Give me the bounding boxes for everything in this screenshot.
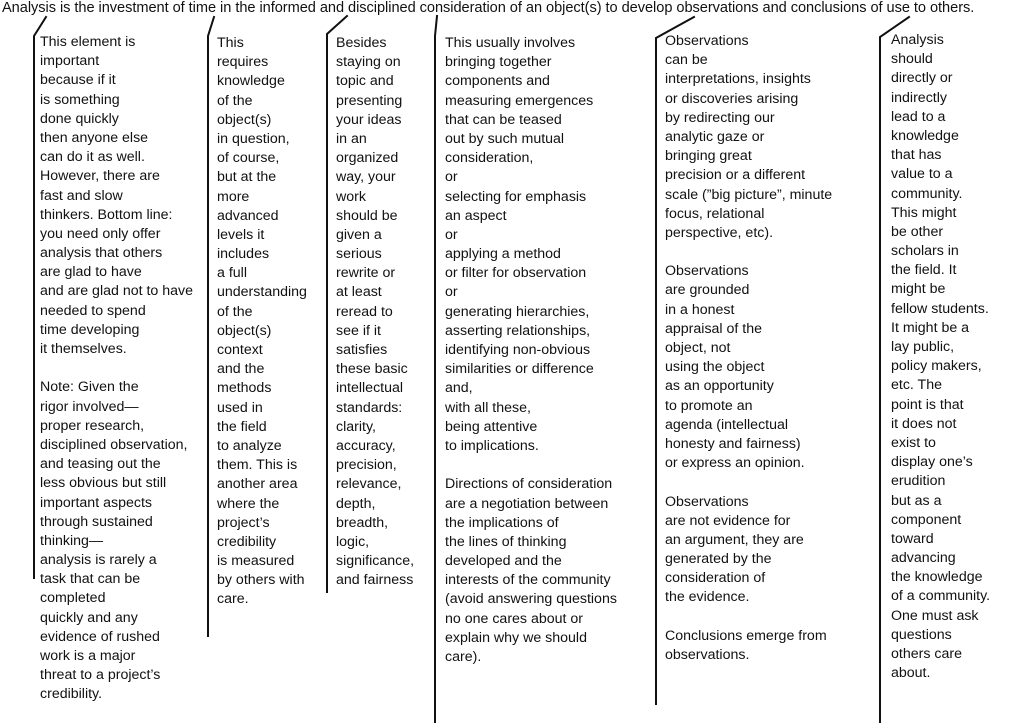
text-line: intellectual <box>336 380 404 397</box>
text-line: Observations <box>665 33 749 49</box>
text-line: used in <box>217 399 263 416</box>
text-line: honesty and fairness) <box>665 435 801 452</box>
text-line: components and <box>445 73 550 90</box>
column-observations-conclusions <box>665 32 832 665</box>
text-line: context <box>217 342 263 358</box>
text-line: relevance, <box>336 476 402 493</box>
text-line: to promote an <box>665 397 753 414</box>
text-line: time developing <box>40 321 140 338</box>
text-line: or express an opinion. <box>665 455 805 472</box>
text-line: or <box>445 284 458 301</box>
text-line: Directions of consideration <box>445 476 613 493</box>
text-line: standards: <box>336 399 403 416</box>
text-line: to analyze <box>217 437 282 454</box>
text-line: being attentive <box>445 418 538 435</box>
text-line: task that can be <box>40 571 141 588</box>
text-line: point is that <box>891 396 964 413</box>
text-line: can be <box>665 52 708 69</box>
text-line: object(s) <box>217 111 272 128</box>
text-line: This element is <box>40 34 136 50</box>
text-line: object(s) <box>217 322 272 339</box>
text-line: depth, <box>336 495 376 512</box>
text-line: This <box>217 35 244 51</box>
text-line: as an opportunity <box>665 378 774 395</box>
text-line: rewrite or <box>336 265 396 282</box>
text-line: thinkers. Bottom line: <box>40 206 173 223</box>
text-line: knowledge <box>891 127 959 144</box>
text-line: This usually involves <box>445 35 576 51</box>
text-line: is something <box>40 91 120 108</box>
text-line: significance, <box>336 553 415 570</box>
text-line <box>665 608 832 627</box>
text-line: important aspects <box>40 494 152 511</box>
column-knowledge-of-object <box>217 34 307 610</box>
text-line: It might be a <box>891 319 970 336</box>
text-line <box>665 473 832 492</box>
bracket-knowledge <box>208 17 214 636</box>
text-line: to implications. <box>445 437 539 454</box>
text-line: an aspect <box>445 207 507 224</box>
text-line: of course, <box>217 150 280 167</box>
text-line: interpretations, insights <box>665 71 811 88</box>
text-line: consideration of <box>665 570 766 587</box>
text-line: your ideas <box>336 111 402 128</box>
text-line: observations. <box>665 647 750 663</box>
text-line: reread to <box>336 303 393 320</box>
text-line: developed and the <box>445 553 562 570</box>
text-line: it does not <box>891 415 957 432</box>
text-line: threat to a project’s <box>40 667 161 684</box>
text-line: the lines of thinking <box>445 533 567 550</box>
text-line: policy makers, <box>891 358 982 375</box>
text-line: presenting <box>336 92 403 109</box>
text-line: should <box>891 51 933 68</box>
text-line: but at the <box>217 169 277 186</box>
text-line: bringing together <box>445 54 552 71</box>
text-line: given a <box>336 226 382 243</box>
text-line: but as a <box>891 492 942 509</box>
text-line: similarities or difference <box>445 361 594 378</box>
text-line: erudition <box>891 473 946 490</box>
text-line: proper research, <box>40 417 145 434</box>
text-line: lead to a <box>891 108 946 125</box>
text-line: care). <box>445 649 482 665</box>
text-line: staying on <box>336 54 401 71</box>
text-line: others care <box>891 646 962 662</box>
text-line: it themselves. <box>40 341 127 357</box>
text-line: advancing <box>891 550 956 567</box>
text-line: another area <box>217 476 298 493</box>
text-line: might be <box>891 281 946 298</box>
text-line: of a community. <box>891 588 991 605</box>
text-line: where the <box>217 495 280 512</box>
text-line <box>665 243 832 262</box>
text-line: can do it as well. <box>40 149 145 166</box>
text-line: component <box>891 511 962 528</box>
text-line: includes <box>217 246 270 263</box>
text-line: lay public, <box>891 339 955 355</box>
text-line: in an <box>336 130 367 147</box>
text-line: precision or a different <box>665 167 806 184</box>
text-line: (avoid answering questions <box>445 591 617 608</box>
text-line: breadth, <box>336 514 389 531</box>
text-line: explain why we should <box>445 629 587 646</box>
text-line: display one’s <box>891 454 973 471</box>
text-line: indirectly <box>891 89 947 106</box>
text-line: or <box>445 226 458 243</box>
text-line: needed to spend <box>40 302 146 319</box>
text-line: work <box>336 188 366 205</box>
text-line: Conclusions emerge from <box>665 627 827 644</box>
text-line: less obvious but still <box>40 475 167 492</box>
text-line: the evidence. <box>665 589 750 606</box>
text-line: work is a major <box>40 648 136 664</box>
text-line: about. <box>891 665 931 682</box>
text-line: fellow students. <box>891 300 989 317</box>
text-line: credibility <box>217 533 277 550</box>
text-line: requires <box>217 54 269 71</box>
text-line: One must ask <box>891 607 979 624</box>
text-line: are grounded <box>665 282 750 299</box>
text-line: topic and <box>336 73 394 90</box>
text-line: agenda (intellectual <box>665 416 789 433</box>
text-line: of the <box>217 303 253 320</box>
definition-title: Analysis is the investment of time in the informed and disciplined consideration of an object(s) to develop observations and conclusions of use to others. <box>2 0 975 16</box>
text-line: scale (”big picture”, minute <box>665 186 833 203</box>
text-line: organized <box>336 150 399 167</box>
text-line: clarity, <box>336 418 376 435</box>
text-line: scholars in <box>891 243 959 260</box>
text-line: project’s <box>217 514 270 531</box>
text-line <box>445 456 617 475</box>
text-line: the knowledge <box>891 569 983 586</box>
text-line: asserting relationships, <box>445 322 591 339</box>
text-line: important <box>40 53 100 70</box>
text-line: analysis that others <box>40 245 163 262</box>
text-line: the field <box>217 418 267 435</box>
bracket-consideration <box>435 16 437 722</box>
text-line: fast and slow <box>40 187 123 204</box>
text-line: way, your <box>336 169 396 186</box>
text-line: or <box>445 169 458 186</box>
text-line: advanced <box>217 207 279 224</box>
text-line: However, there are <box>40 168 160 185</box>
text-line: with all these, <box>445 399 531 416</box>
text-line: object, not <box>665 340 731 356</box>
text-line: through sustained <box>40 513 153 530</box>
text-line: more <box>217 188 250 205</box>
text-line: of the <box>217 92 253 109</box>
text-line: an argument, they are <box>665 531 804 548</box>
column-element-importance <box>40 33 193 705</box>
text-line: and the <box>217 361 265 378</box>
text-line: Observations <box>665 263 749 280</box>
text-line: that can be teased <box>445 111 562 128</box>
text-line: Observations <box>665 493 749 510</box>
text-line: etc. The <box>891 377 942 394</box>
text-line: credibility. <box>40 686 103 703</box>
text-line: applying a method <box>445 246 561 263</box>
text-line <box>40 359 193 378</box>
text-line: then anyone else <box>40 129 149 146</box>
text-line: is measured <box>217 553 295 570</box>
text-line: and fairness <box>336 572 414 589</box>
text-line: the implications of <box>445 514 559 531</box>
text-line: quickly and any <box>40 609 138 626</box>
text-line: precision, <box>336 457 397 474</box>
text-line: a full <box>217 265 247 282</box>
text-line: interests of the community <box>445 572 611 589</box>
text-line: knowledge <box>217 73 285 90</box>
text-line: should be <box>336 207 398 224</box>
text-line: generating hierarchies, <box>445 303 590 320</box>
text-line: you need only offer <box>40 225 161 242</box>
text-line: using the object <box>665 359 765 376</box>
text-line: thinking— <box>40 532 104 549</box>
text-line: exist to <box>891 434 936 451</box>
text-line: see if it <box>336 322 381 339</box>
text-line: appraisal of the <box>665 320 763 337</box>
text-line: in question, <box>217 130 290 147</box>
text-line: Note: Given the <box>40 379 139 396</box>
text-line: or discoveries arising <box>665 90 799 107</box>
text-line: value to a <box>891 166 953 183</box>
text-line: identifying non-obvious <box>445 342 591 358</box>
text-line: because if it <box>40 72 116 89</box>
text-line: that has <box>891 147 942 164</box>
text-line: at least <box>336 284 382 301</box>
text-line: and teasing out the <box>40 456 161 473</box>
text-line: are not evidence for <box>665 512 791 529</box>
text-line: selecting for emphasis <box>445 188 587 205</box>
column-use-to-others <box>891 31 990 683</box>
text-line: Analysis <box>891 32 944 48</box>
column-intellectual-standards <box>336 34 414 590</box>
text-line: by redirecting our <box>665 109 775 126</box>
text-line: understanding <box>217 284 307 301</box>
text-line: disciplined observation, <box>40 436 188 453</box>
text-line: done quickly <box>40 110 119 127</box>
text-line: be other <box>891 223 944 240</box>
text-line: methods <box>217 380 272 397</box>
text-line: focus, relational <box>665 205 765 222</box>
text-line: questions <box>891 626 952 643</box>
text-line: This might <box>891 204 957 221</box>
text-line: by others with <box>217 572 305 589</box>
text-line: bringing great <box>665 148 752 165</box>
text-line: or filter for observation <box>445 265 587 282</box>
text-line: them. This is <box>217 457 298 474</box>
text-line: analytic gaze or <box>665 128 765 145</box>
text-line: levels it <box>217 226 265 243</box>
column-consideration <box>445 34 617 667</box>
text-line: Besides <box>336 35 387 51</box>
text-line: evidence of rushed <box>40 628 160 645</box>
text-line: generated by the <box>665 551 772 568</box>
text-line: logic, <box>336 533 370 550</box>
text-line: accuracy, <box>336 437 396 454</box>
text-line: completed <box>40 590 106 607</box>
text-line: measuring emergences <box>445 92 594 109</box>
text-line: care. <box>217 591 249 608</box>
text-line: directly or <box>891 70 953 87</box>
text-line: out by such mutual <box>445 130 565 147</box>
text-line: no one cares about or <box>445 610 584 627</box>
text-line: community. <box>891 185 963 202</box>
text-line: consideration, <box>445 150 534 167</box>
text-line: and, <box>445 380 473 397</box>
text-line: rigor involved— <box>40 398 139 415</box>
text-line: the field. It <box>891 262 957 279</box>
text-line: perspective, etc). <box>665 224 774 241</box>
text-line: toward <box>891 530 934 547</box>
text-line: are a negotiation between <box>445 495 609 512</box>
text-line: and are glad not to have <box>40 283 194 300</box>
text-line: serious <box>336 246 382 263</box>
text-line: these basic <box>336 361 408 378</box>
text-line: satisfies <box>336 342 388 358</box>
text-line: in a honest <box>665 301 735 318</box>
text-line: analysis is rarely a <box>40 552 157 569</box>
text-line: are glad to have <box>40 264 142 281</box>
